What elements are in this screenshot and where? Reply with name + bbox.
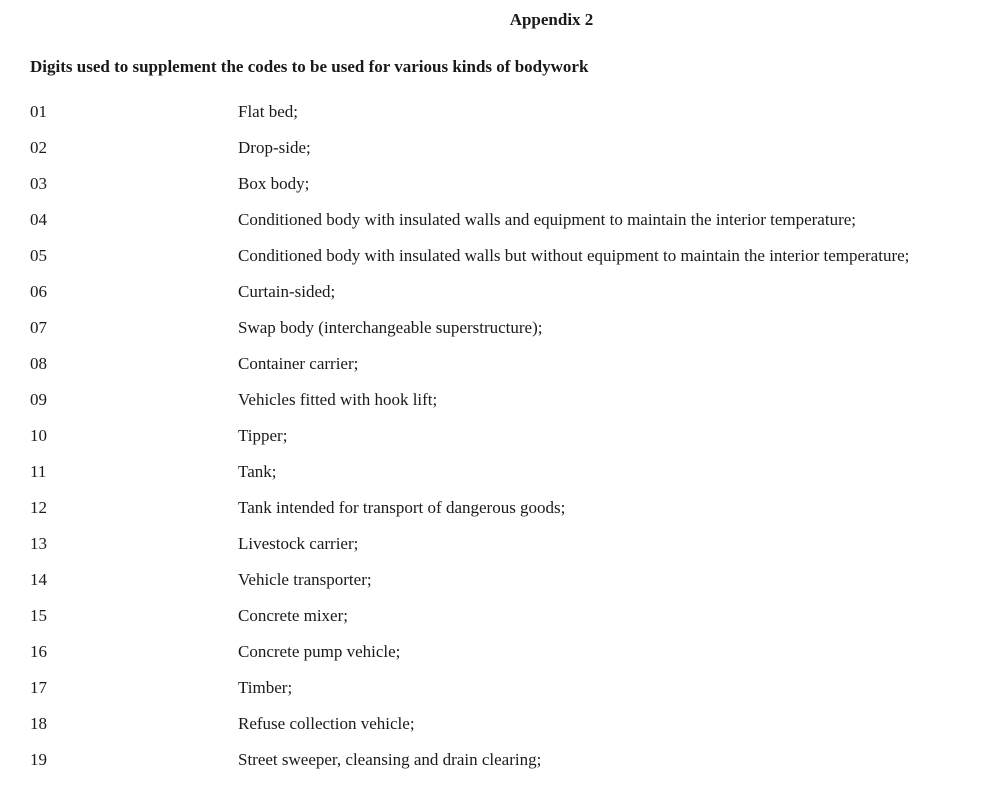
code-number: 15 xyxy=(30,606,47,625)
code-row xyxy=(0,317,1000,353)
code-row xyxy=(0,641,1000,677)
code-number: 06 xyxy=(30,282,47,301)
document-subtitle: Digits used to supplement the codes to be used for various kinds of bodywork xyxy=(30,57,589,76)
code-description: Concrete mixer; xyxy=(238,606,348,625)
code-number: 05 xyxy=(30,246,47,265)
code-number: 18 xyxy=(30,714,47,733)
code-description: Conditioned body with insulated walls but without equipment to maintain the interior temperature; xyxy=(238,246,910,265)
code-description: Tipper; xyxy=(238,426,288,445)
code-description: Vehicle transporter; xyxy=(238,570,372,589)
bodywork-code-list xyxy=(0,101,1000,785)
code-number: 13 xyxy=(30,534,47,553)
code-number: 07 xyxy=(30,318,47,337)
code-row xyxy=(0,425,1000,461)
code-description: Flat bed; xyxy=(238,102,298,121)
code-number: 10 xyxy=(30,426,47,445)
document-title: Appendix 2 xyxy=(509,10,594,29)
code-description: Street sweeper, cleansing and drain clearing; xyxy=(238,750,542,769)
code-number: 04 xyxy=(30,210,47,229)
code-description: Livestock carrier; xyxy=(238,534,359,553)
code-description: Conditioned body with insulated walls and equipment to maintain the interior temperature; xyxy=(238,210,857,229)
code-number: 09 xyxy=(30,390,47,409)
code-description: Vehicles fitted with hook lift; xyxy=(238,390,438,409)
code-number: 19 xyxy=(30,750,47,769)
code-row xyxy=(0,749,1000,785)
code-row xyxy=(0,209,1000,245)
code-row xyxy=(0,569,1000,605)
code-description: Tank intended for transport of dangerous goods; xyxy=(238,498,566,517)
code-row xyxy=(0,281,1000,317)
code-description: Curtain-sided; xyxy=(238,282,336,301)
code-row xyxy=(0,137,1000,173)
code-description: Refuse collection vehicle; xyxy=(238,714,415,733)
code-row xyxy=(0,173,1000,209)
code-row xyxy=(0,101,1000,137)
code-description: Box body; xyxy=(238,174,310,193)
code-row xyxy=(0,497,1000,533)
code-number: 17 xyxy=(30,678,47,697)
code-number: 12 xyxy=(30,498,47,517)
code-number: 14 xyxy=(30,570,47,589)
code-number: 08 xyxy=(30,354,47,373)
code-row xyxy=(0,353,1000,389)
code-number: 11 xyxy=(30,462,47,481)
code-description: Concrete pump vehicle; xyxy=(238,642,401,661)
code-number: 03 xyxy=(30,174,47,193)
code-number: 02 xyxy=(30,138,47,157)
code-row xyxy=(0,713,1000,749)
code-description: Timber; xyxy=(238,678,293,697)
code-row xyxy=(0,245,1000,281)
code-description: Container carrier; xyxy=(238,354,359,373)
code-number: 01 xyxy=(30,102,47,121)
code-description: Swap body (interchangeable superstructure); xyxy=(238,318,543,337)
code-row xyxy=(0,389,1000,425)
code-description: Drop-side; xyxy=(238,138,311,157)
code-row xyxy=(0,533,1000,569)
code-row xyxy=(0,677,1000,713)
code-row xyxy=(0,605,1000,641)
code-description: Tank; xyxy=(238,462,277,481)
code-row xyxy=(0,461,1000,497)
code-number: 16 xyxy=(30,642,47,661)
